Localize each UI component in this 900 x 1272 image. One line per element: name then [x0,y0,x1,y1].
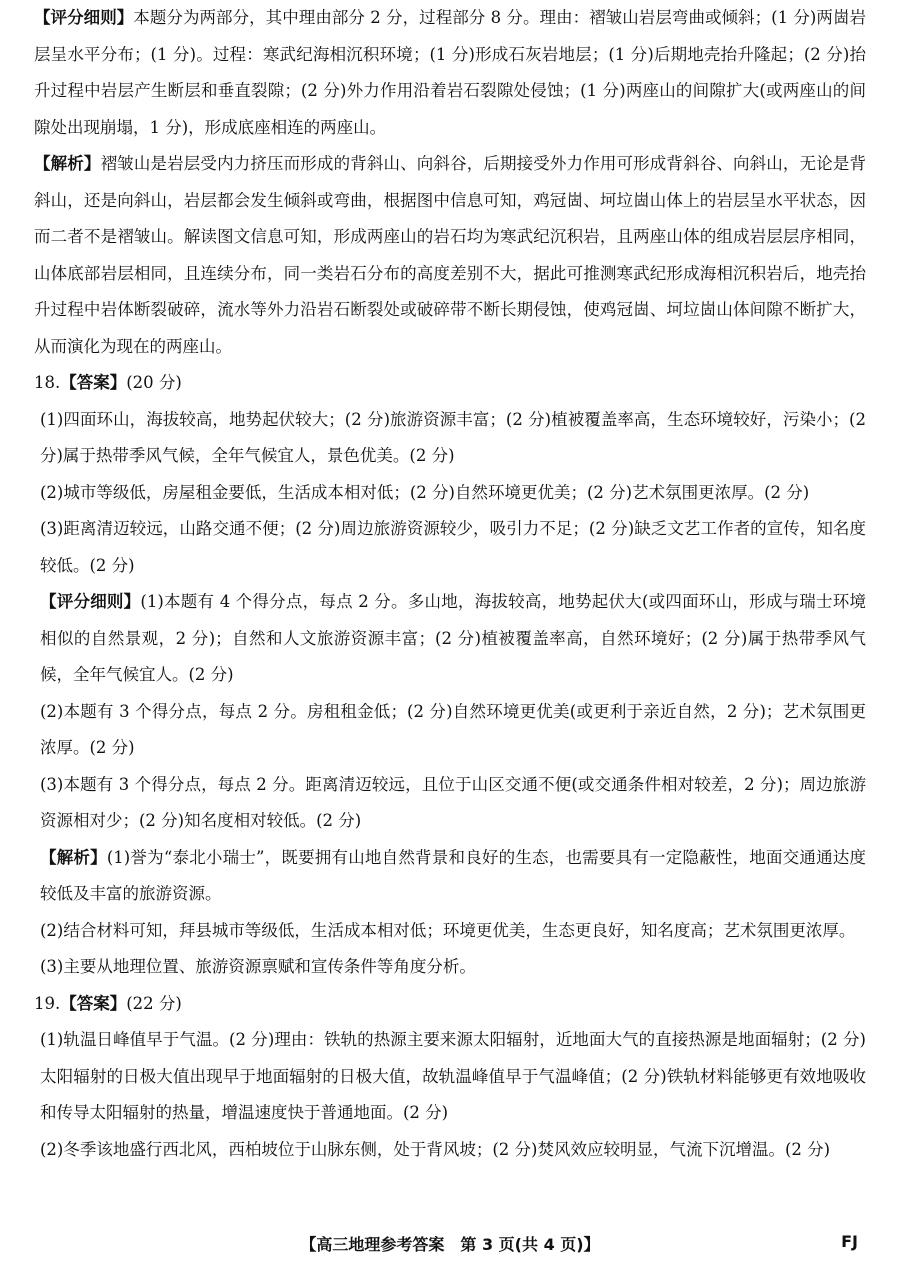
footer-page-label: 【高三地理参考答案 第 3 页(共 4 页)】 [300,1235,600,1254]
footer-region-code: FJ [841,1232,858,1251]
answer-content [34,0,866,1168]
answer-19-2 [34,1132,866,1169]
answer-18-1 [34,402,866,475]
scoring-detail-17 [34,0,866,146]
paragraph-text: (2)结合材料可知，拜县城市等级低，生活成本相对低；环境更优美，生态更良好，知名度高；艺术氛围更浓厚。 [40,920,856,940]
score-total: (20 分) [126,373,182,392]
paragraph-text: (3)本题有 3 个得分点，每点 2 分。距离清迈较远，且位于山区交通不便(或交通条件相对较差，2 分)；周边旅游资源相对少；(2 分)知名度相对较低。(2 分) [40,774,866,830]
answer-18-3 [34,511,866,584]
section-tag: 【解析】 [34,154,101,173]
paragraph-text: (1)誉为“泰北小瑞士”，既要拥有山地自然背景和良好的生态，也需要具有一定隐蔽性，地面交通通达度较低及丰富的旅游资源。 [40,847,866,903]
paragraph-text: (2)城市等级低，房屋租金要低，生活成本相对低；(2 分)自然环境更优美；(2 分)艺术氛围更浓厚。(2 分) [40,482,810,502]
page-footer [0,1232,900,1262]
section-tag: 【答案】 [60,993,127,1013]
question-19-header [34,986,866,1023]
paragraph-text: (2)冬季该地盛行西北风，西柏坡位于山脉东侧，处于背风坡；(2 分)焚风效应较明显，气流下沉增温。(2 分) [40,1139,831,1159]
scoring-detail-18-1 [34,584,866,694]
paragraph-text: (1)本题有 4 个得分点，每点 2 分。多山地，海拔较高，地势起伏大(或四面环山，形成与瑞士环境相似的自然景观，2 分)；自然和人文旅游资源丰富；(2 分)植被覆盖率高，自然环境好；(2 分)属于热带季风气候，全年气候宜人。(2 分) [40,592,866,684]
section-tag: 【评分细则】 [34,8,134,27]
paragraph-text: (1)四面环山，海拔较高，地势起伏较大；(2 分)旅游资源丰富；(2 分)植被覆盖率高，生态环境较好，污染小；(2 分)属于热带季风气候，全年气候宜人，景色优美。(2 分) [40,409,866,465]
section-tag: 【评分细则】 [40,592,141,611]
analysis-18-2 [34,913,866,950]
score-total: (22 分) [126,993,182,1013]
paragraph-text: (1)轨温日峰值早于气温。(2 分)理由：铁轨的热源主要来源太阳辐射，近地面大气的直接热源是地面辐射；(2 分)太阳辐射的日极大值出现早于地面辐射的日极大值，故轨温峰值早于气温峰值；(2 分)铁轨材料能够更有效地吸收和传导太阳辐射的热量，增温速度快于普通地面。(2 分) [40,1030,866,1122]
section-tag: 【答案】 [60,373,127,392]
analysis-18-1 [34,840,866,913]
section-tag: 【解析】 [40,847,107,867]
paragraph-text: 褶皱山是岩层受内力挤压而形成的背斜山、向斜谷，后期接受外力作用可形成背斜谷、向斜山，无论是背斜山，还是向斜山，岩层都会发生倾斜或弯曲，根据图中信息可知，鸡冠崮、坷垃崮山体上的岩层呈水平状态，因而二者不是褶皱山。解读图文信息可知，形成两座山的岩石均为寒武纪沉积岩，且两座山体的组成岩层层序相同，山体底部岩层相同，且连续分布，同一类岩石分布的高度差别不大，据此可推测寒武纪形成海相沉积岩后，地壳抬升过程中岩体断裂破碎，流水等外力沿岩石断裂处或破碎带不断长期侵蚀，使鸡冠崮、坷垃崮山体间隙不断扩大，从而演化为现在的两座山。 [34,154,867,356]
question-18-header [34,365,866,402]
scoring-detail-18-2 [34,694,866,767]
analysis-17 [34,146,866,365]
paragraph-text: (3)距离清迈较远，山路交通不便；(2 分)周边旅游资源较少，吸引力不足；(2 分)缺乏文艺工作者的宣传，知名度较低。(2 分) [40,519,866,575]
question-number: 19. [34,993,61,1013]
question-number: 18. [34,373,61,392]
answer-18-2 [34,475,866,512]
paragraph-text: 本题分为两部分，其中理由部分 2 分，过程部分 8 分。理由：褶皱山岩层弯曲或倾斜；(1 分)两崮岩层呈水平分布；(1 分)。过程：寒武纪海相沉积环境；(1 分)形成石灰岩地层；(1 分)后期地壳抬升隆起；(2 分)抬升过程中岩层产生断层和垂直裂隙；(2 分)外力作用沿着岩石裂隙处侵蚀；(1 分)两座山的间隙扩大(或两座山的间隙处出现崩塌，1 分)，形成底座相连的两座山。 [34,8,867,137]
answer-19-1 [34,1022,866,1132]
paragraph-text: (2)本题有 3 个得分点，每点 2 分。房租租金低；(2 分)自然环境更优美(或更利于亲近自然，2 分)；艺术氛围更浓厚。(2 分) [40,701,866,757]
scoring-detail-18-3 [34,767,866,840]
paragraph-text: (3)主要从地理位置、旅游资源禀赋和宣传条件等角度分析。 [40,957,476,976]
analysis-18-3 [34,949,866,986]
